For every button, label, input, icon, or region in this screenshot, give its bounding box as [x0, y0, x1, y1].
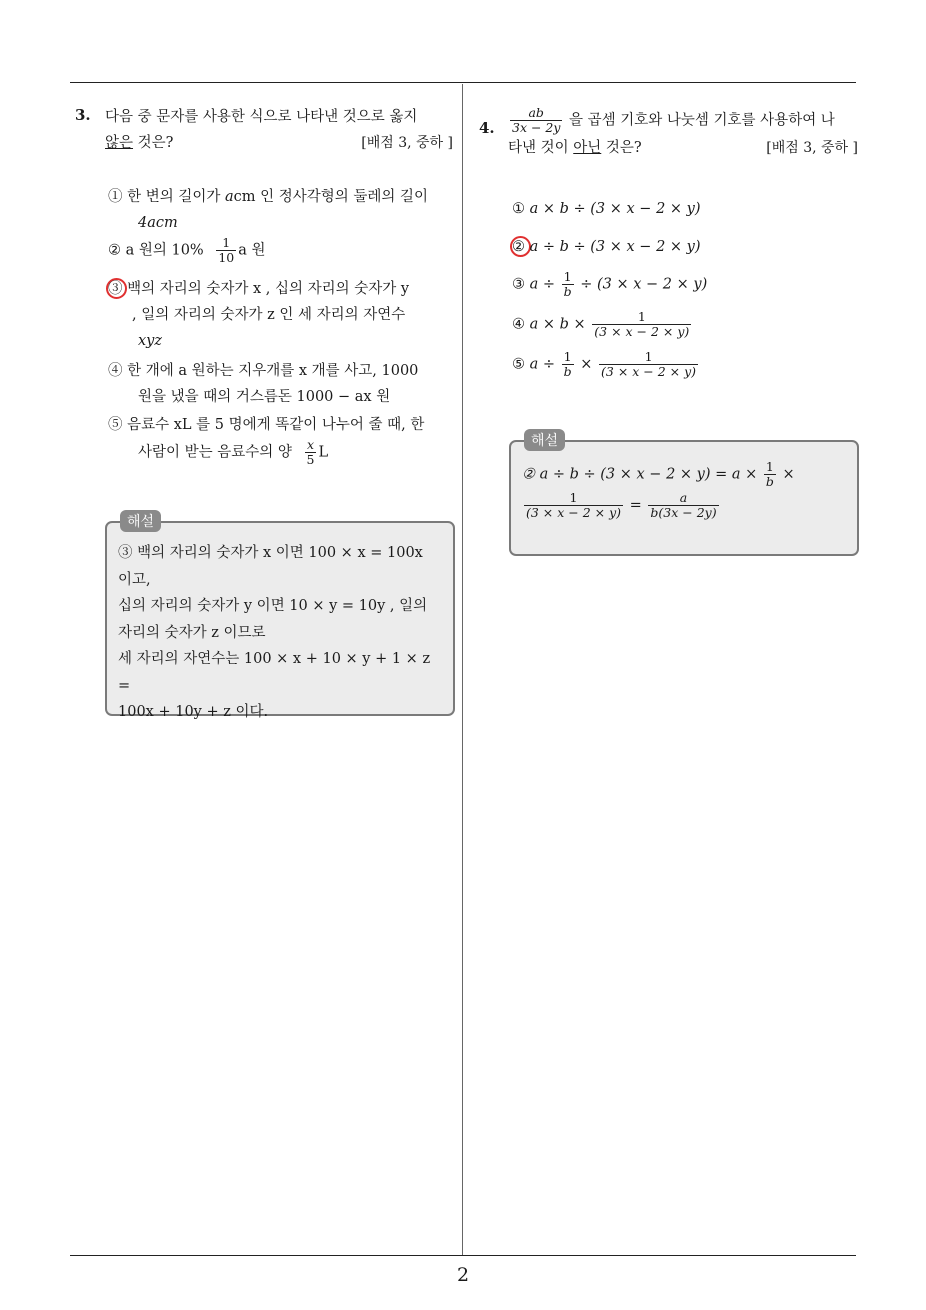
option-2[interactable]: ② a 원의 10% $\frac{1}{10}$ a 원: [108, 235, 266, 265]
underlined-keyword: 않은: [105, 135, 134, 151]
fraction: $\frac{a}{b(3x - 2y)}$: [650, 490, 717, 520]
question-text-line1: 다음 중 문자를 사용한 식으로 나타낸 것으로 옳지: [105, 109, 418, 125]
option-mark: ①: [512, 201, 525, 217]
column-divider: [462, 84, 463, 1256]
option-mark: ④: [512, 316, 525, 333]
fraction: $\frac{1}{(3 \times x - 2 \times y)}$: [526, 490, 622, 520]
option-mark: ⑤: [108, 417, 123, 433]
page-number: 2: [456, 1264, 470, 1286]
option-mark: ②: [512, 239, 525, 255]
option-1[interactable]: ① 한 변의 길이가 acm 인 정사각형의 둘레의 길이 4acm: [108, 189, 429, 231]
fraction: $\frac{1}{b}$: [563, 269, 572, 299]
solution-tag: 해설: [120, 510, 161, 532]
option-4[interactable]: ④ a × b × $\frac{1}{(3 \times x - 2 \times y)}$: [512, 309, 690, 339]
option-mark: ①: [108, 189, 123, 205]
option-1[interactable]: ① a × b ÷ (3 × x − 2 × y): [512, 201, 701, 217]
option-5[interactable]: ⑤ 음료수 xL 를 5 명에게 똑같이 나누어 줄 때, 한 사람이 받는 음료수의 양 $\frac{x}{5}$ L: [108, 417, 425, 467]
option-3[interactable]: ③ 백의 자리의 숫자가 x , 십의 자리의 숫자가 y , 일의 자리의 숫자가 z 인 세 자리의 자연수 xyz: [108, 281, 410, 349]
option-mark: ③: [108, 281, 123, 297]
question-number: 4.: [479, 119, 495, 137]
fraction: $\frac{1}{b}$: [765, 459, 774, 489]
fraction: $\frac{1}{10}$: [218, 235, 235, 265]
question-text-line2: 것은?: [133, 135, 174, 151]
option-5[interactable]: ⑤ a ÷ $\frac{1}{b}$ × $\frac{1}{(3 \times x - 2 \times y)}$: [512, 349, 697, 379]
score-meta: [배점 3, 중하 ]: [361, 135, 453, 151]
solution-tag: 해설: [524, 429, 565, 451]
option-mark: ④: [108, 363, 123, 379]
option-mark: ⑤: [512, 356, 525, 373]
option-mark: ②: [108, 242, 121, 259]
fraction: $\frac{ab}{3x - 2y}$: [512, 105, 561, 135]
question-number: 3.: [75, 106, 91, 124]
fraction: $\frac{1}{(3 \times x - 2 \times y)}$: [601, 349, 697, 379]
question-text: [105, 104, 453, 156]
fraction: $\frac{1}{b}$: [563, 349, 572, 379]
question-text: $\frac{ab}{3x - 2y}$ 을 곱셈 기호와 나눗셈 기호를 사용하여 나 타낸 것이 아닌 것은? [배점 3, 중하 ]: [508, 106, 858, 161]
top-rule: [70, 82, 856, 83]
option-2[interactable]: ② a ÷ b ÷ (3 × x − 2 × y): [512, 239, 701, 255]
option-4[interactable]: ④ 한 개에 a 원하는 지우개를 x 개를 사고, 1000 원을 냈을 때의 거스름돈 1000 − ax 원: [108, 363, 419, 405]
option-3[interactable]: ③ a ÷ $\frac{1}{b}$ ÷ (3 × x − 2 × y): [512, 269, 708, 299]
fraction: $\frac{x}{5}$: [306, 437, 315, 467]
solution-text: ③ 백의 자리의 숫자가 x 이면 100 × x = 100x 이고, 십의 자리의 숫자가 y 이면 10 × y = 10y , 일의 자리의 숫자가 z 이므로 세 자리의 자연수는 100 × x + 10 × y + 1 × z = 100x + 10y + z 이다.: [118, 545, 431, 720]
solution-text: ② a ÷ b ÷ (3 × x − 2 × y) = a × $\frac{1}{b}$ × $\frac{1}{(3 \times x - 2 \times y)}$ = $\frac{a}{b(3x - 2y)}$: [522, 459, 795, 520]
underlined-keyword: 아닌: [573, 140, 602, 156]
fraction: $\frac{1}{(3 \times x - 2 \times y)}$: [594, 309, 690, 339]
score-meta: [배점 3, 중하 ]: [766, 140, 858, 156]
bottom-rule: [70, 1255, 856, 1256]
option-mark: ③: [512, 276, 525, 293]
